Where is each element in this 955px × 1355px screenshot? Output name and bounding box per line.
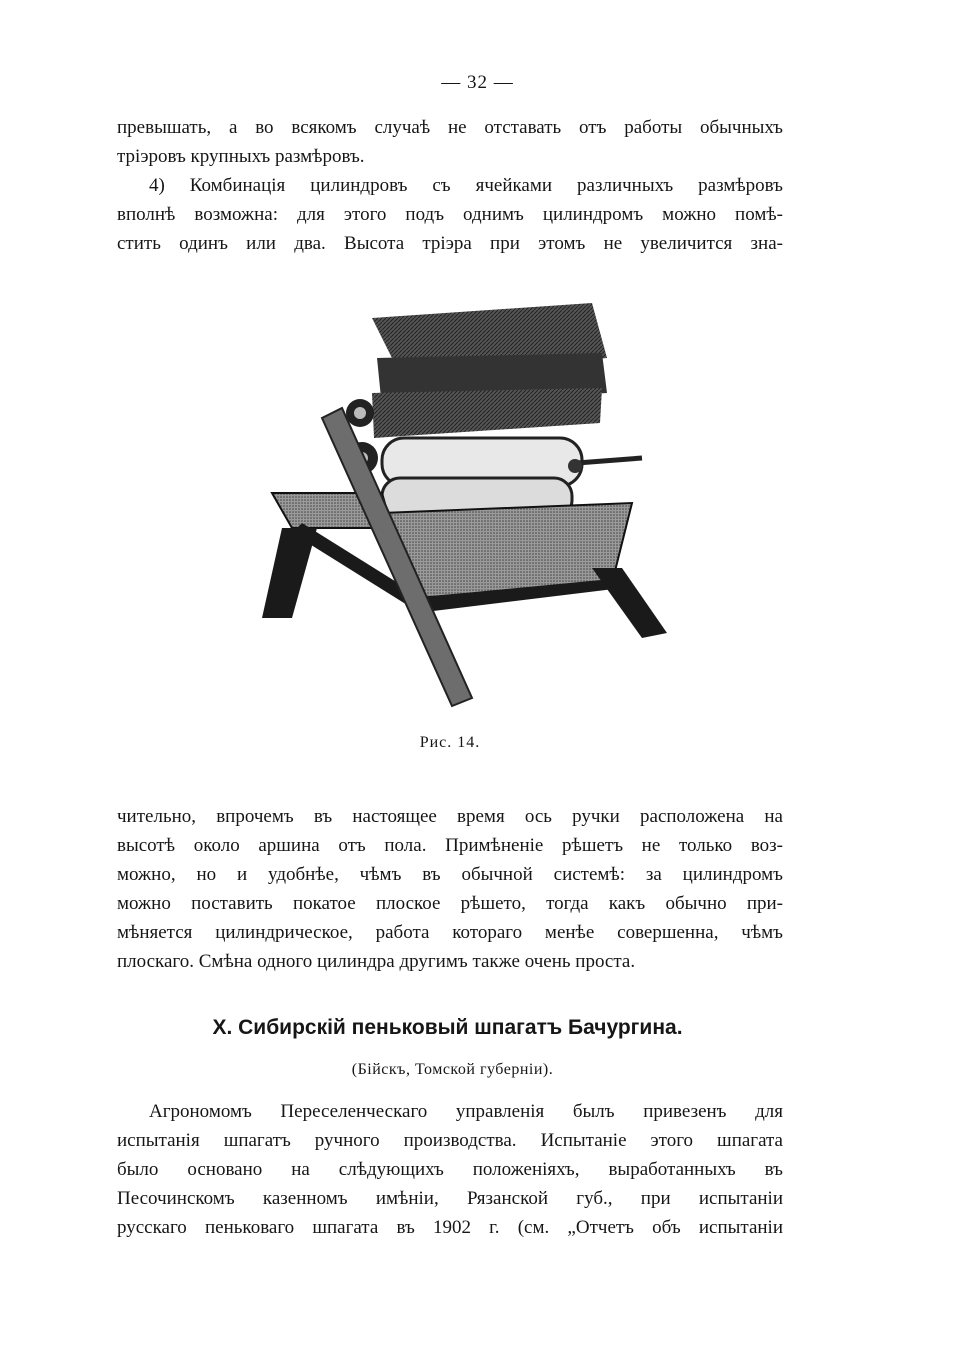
text-line: вполнѣ возможна: для этого подъ однимъ цилиндромъ можно помѣ- [117, 204, 783, 225]
bottom-paragraph [117, 1097, 783, 1242]
text-line: тріэровъ крупныхъ размѣровъ. [117, 146, 365, 167]
text-line: Агрономомъ Переселенческаго управленія былъ привезенъ для [149, 1101, 783, 1122]
text-line: 4) Комбинація цилиндровъ съ ячейками различныхъ размѣровъ [149, 175, 783, 196]
trier-machine-illustration-icon [262, 298, 672, 718]
text-line: стить одинъ или два. Высота тріэра при этомъ не увеличится зна- [117, 233, 783, 254]
text-line: чительно, впрочемъ въ настоящее время ось ручки расположена на [117, 806, 783, 827]
middle-paragraph [117, 802, 783, 976]
figure-trier-machine [262, 298, 672, 718]
section-title: X. Сибирскій пеньковый шпагатъ Бачургина. [212, 1016, 683, 1039]
text-line: плоскаго. Смѣна одного цилиндра другимъ также очень проста. [117, 951, 636, 972]
page-number: — 32 — [441, 72, 514, 93]
text-line: Песочинскомъ казенномъ имѣніи, Рязанской губ., при испытаніи [117, 1188, 783, 1209]
text-line: высотѣ около аршина отъ пола. Примѣненіе рѣшетъ не только воз- [117, 835, 783, 856]
top-paragraphs [117, 113, 783, 258]
figure-caption: Рис. 14. [419, 734, 481, 751]
text-line: было основано на слѣдующихъ положеніяхъ, выработанныхъ въ [117, 1159, 783, 1180]
text-line: испытанія шпагатъ ручного производства. Испытаніе этого шпагата [117, 1130, 783, 1151]
section-subtitle: (Бійскъ, Томской губерніи). [351, 1061, 554, 1078]
text-line: можно поставить покатое плоское рѣшето, тогда какъ обычно при- [117, 893, 783, 914]
text-line: русскаго пеньковаго шпагата въ 1902 г. (см. „Отчетъ объ испытаніи [117, 1217, 783, 1238]
text-line: превышать, а во всякомъ случаѣ не отставать отъ работы обычныхъ [117, 117, 783, 138]
text-line: мѣняется цилиндрическое, работа котораго менѣе совершенна, чѣмъ [117, 922, 783, 943]
text-line: можно, но и удобнѣе, чѣмъ въ обычной системѣ: за цилиндромъ [117, 864, 783, 885]
